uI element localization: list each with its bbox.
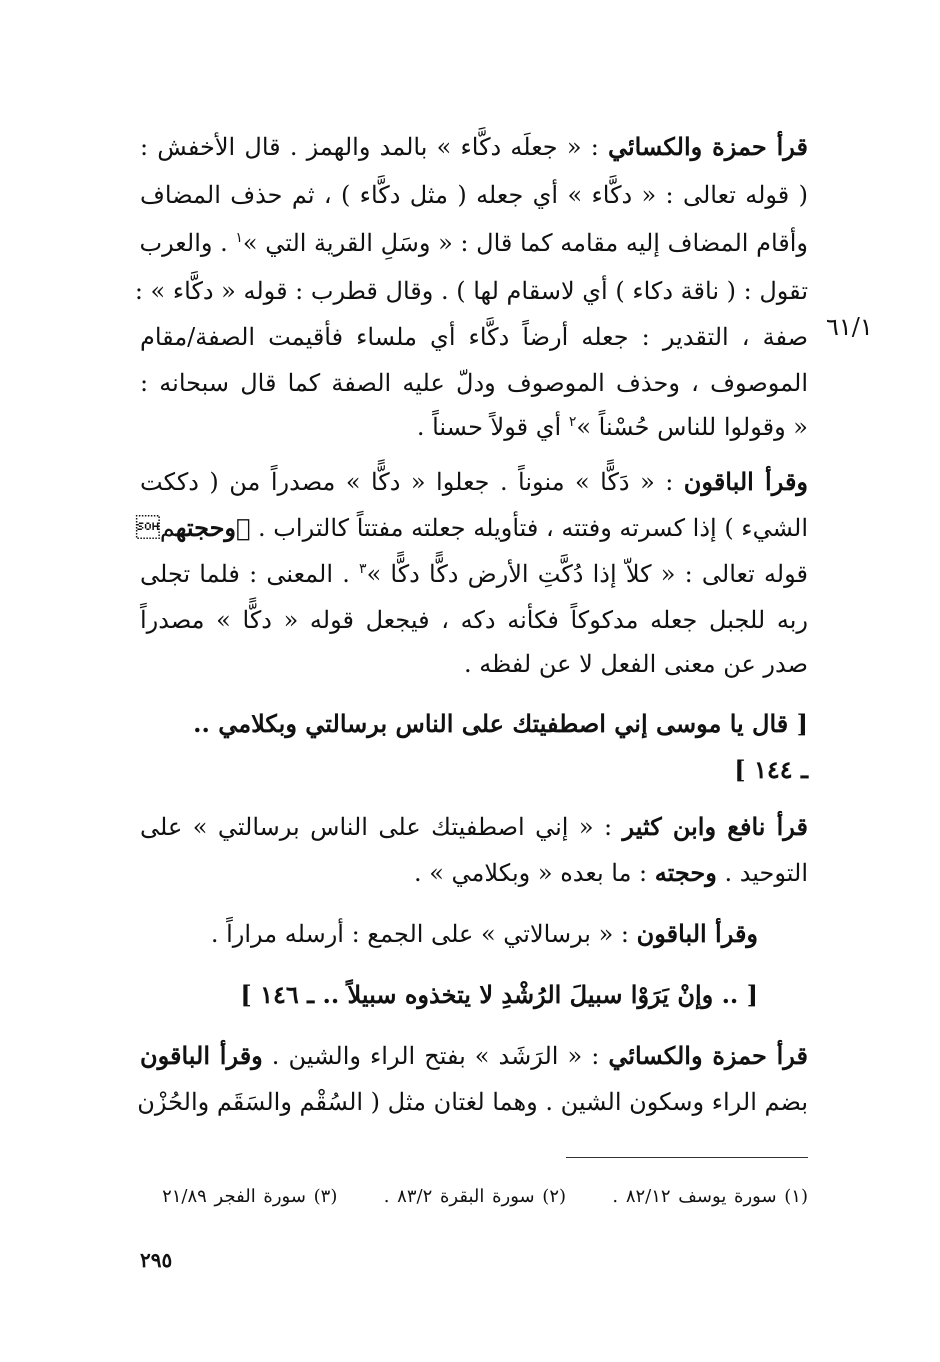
footnote-divider [566,1157,808,1158]
text-line: وقرأ الباقون : « برسالاتي » على الجمع : أرسله مراراً . [210,919,758,948]
footnote-1: (١) سورة يوسف ٨٢/١٢ . [612,1186,808,1207]
verse-heading: [ .. وإنْ يَرَوْا سبيلَ الرُشْدِ لا يتخذوه سبيلاً .. ـ ١٤٦ ] [240,980,758,1009]
text-line: تقول : ( ناقة دكاء ) أي لاسقام لها ) . وقال قطرب : قوله « دكَّاء » : [134,277,808,305]
text-line: وقرأ الباقون : « دَكًّا » منوناً . جعلوا « دكًّا » مصدراً من ( دككت [140,467,809,496]
emphasis:  وحجته [175,513,251,542]
text-line: « وقولوا للناس حُسْناً »$^٢$ أي قولاً حسناً . [416,413,808,441]
text-line: الموصوف ، وحذف الموصوف ودلّ عليه الصفة كما قال سبحانه : [140,369,808,397]
text-line: ربه للجبل جعله مدكوكاً فكأنه دكه ، فيجعل قوله « دكًّا » مصدراً [140,606,808,634]
text-line: قرأ نافع وابن كثير : « إني اصطفيتك على الناس برسالتي » على [140,812,808,841]
footnote-3: (٣) سورة الفجر ٢١/٨٩ [162,1186,338,1207]
emphasis: وقرأ الباقون [140,1041,263,1070]
footnote-2: (٢) سورة البقرة ٨٣/٢ . [383,1186,567,1207]
emphasis: وقرأ الباقون [636,919,758,948]
footnote-marker: ٣ [359,561,367,577]
emphasis: قرأ حمزة والكسائي [608,132,808,161]
text-line: بضم الراء وسكون الشين . وهما لغتان مثل ( السُقْم والسَقَم والحُزْن [137,1088,808,1116]
text-line: قوله تعالى : « كلاّ إذا دُكَّتِ الأرض دكًّا دكًّا »$^٣$ . المعنى : فلما تجلى [140,560,808,588]
text-line: قرأ حمزة والكسائي : « الرَشَد » بفتح الراء والشين . وقرأ الباقون [140,1041,808,1070]
page-number: ٢٩٥ [140,1248,173,1272]
text-line: وأقام المضاف إليه مقامه كما قال : « وسَلِ القرية التي »$^١$ . والعرب [139,229,808,257]
text-line: صدر عن معنى الفعل لا عن لفظه . [463,650,808,678]
verse-number: ـ ١٤٤ ] [734,755,808,784]
verse-heading: [ قال يا موسى إني اصطفيتك على الناس برسالتي وبكلامي .. [193,709,808,738]
footnote-marker: ١ [235,230,243,246]
emphasis: وحجته [654,858,717,887]
text-line: التوحيد . وحجته : ما بعده « وبكلامي » . [413,858,808,887]
footnotes [140,1180,808,1214]
emphasis: قرأ نافع وابن كثير [622,812,808,841]
text-line: الشيء ) إذا كسرته وفتته ، فتأويله جعلته مفتتاً كالتراب .  وحجتهم [135,513,808,542]
text-line: قرأ حمزة والكسائي : « جعلَه دكَّاء » بالمد والهمز . قال الأخفش : [140,132,808,161]
footnote-marker: ٢ [568,414,577,430]
emphasis: وقرأ الباقون [683,467,809,496]
text-line: ( قوله تعالى : « دكَّاء » أي جعله ( مثل دكَّاء ) ، ثم حذف المضاف [140,181,808,209]
margin-page-reference: ٦١/١ [826,313,873,341]
emphasis: قرأ حمزة والكسائي [608,1041,808,1070]
text-line: صفة ، التقدير : جعله أرضاً دكَّاء أي ملساء فأقيمت الصفة/مقام [140,323,808,351]
